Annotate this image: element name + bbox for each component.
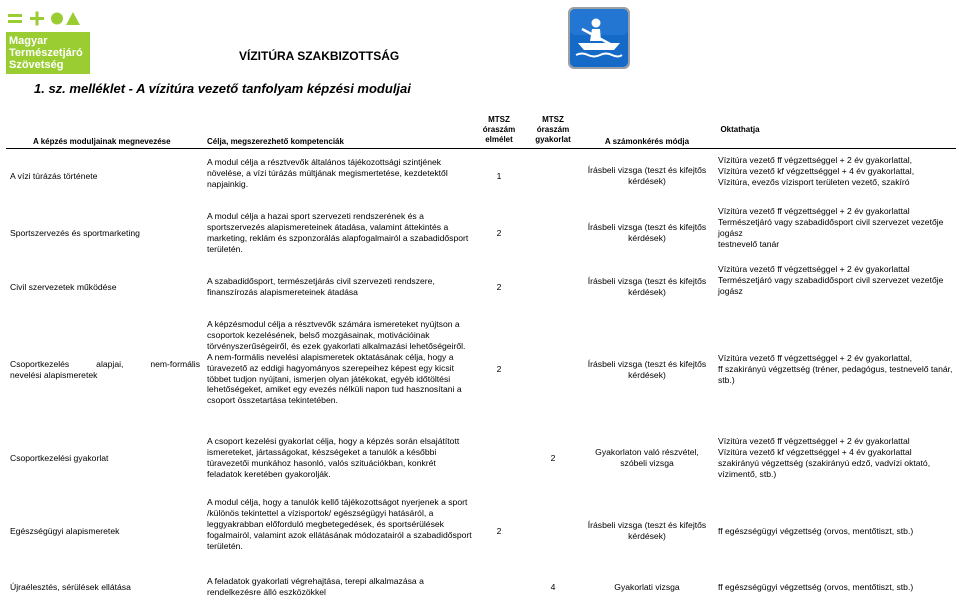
header-goal: Célja, megszerezhető kompetenciák (207, 137, 344, 146)
row-5-instructor-3: szakirányú végzettség (szakirányú edző, vadvízi oktató, vízimentő, stb.) (718, 457, 931, 479)
row-3-exam: Írásbeli vizsga (teszt és kifejtős kérdések) (587, 276, 707, 297)
row-4-instructors (718, 353, 958, 386)
row-4-module-line-2: nevelési alapismeretek (10, 369, 98, 380)
row-4-module-word-3: nem-formális (150, 359, 201, 369)
row-2-instructors (718, 206, 958, 250)
row-1-instructors (718, 155, 958, 188)
header-practice-line-1: MTSZ (542, 115, 564, 124)
canoe-sign-icon (568, 7, 630, 69)
row-7-practice: 4 (550, 582, 556, 592)
header-theory-line-2: óraszám (482, 125, 516, 134)
row-4-goal: A képzésmodul célja a résztvevők számára ismereteket nyújtson a csoportok kezelésének, belső mozgásainak, motivációinak törvényszerűségeiről, és ezek gyakorlati alkalmazási lehetőségeiről. A nem-formális nevelési alapismeretek oktatásának célja, hogy a túravezető az eddigi hagyományos szerepeihez képest egy kicsit többet tudjon nyújtani, ismerjen olyan játékokat, egyéb időtöltési lehetőségeket, amiket egy evezés nélküli napon tud hasznosítani a csoport összetartása tekintetében. (207, 319, 466, 406)
header-divider (6, 148, 956, 149)
row-5-practice: 2 (550, 453, 556, 463)
row-5-instructor-2: Vízitúra vezető kf végzettséggel + 4 év gyakorlattal (718, 446, 912, 457)
row-4-module (10, 359, 200, 381)
logo-line-1: Magyar (9, 35, 48, 47)
row-2-goal: A modul célja a hazai sport szervezeti rendszerének és a sportszervezés alapismereteinek átadása, valamint áttekintés a marketing, reklám és szponzorálás alapfogalmairól a szabadidősport területén. (207, 211, 469, 254)
row-3-instructor-1: Vízitúra vezető ff végzettséggel + 2 év gyakorlattal (718, 264, 910, 274)
row-1-instructor-1: Vízitúra vezető ff végzettséggel + 2 év gyakorlattal, (718, 155, 913, 165)
row-4-instructor-2: ff szakirányú végzettség (tréner, pedagógus, testnevelő tanár, stb.) (718, 363, 953, 385)
row-6-instructors (718, 526, 958, 537)
row-5-instructor-1: Vízitúra vezető ff végzettséggel + 2 év gyakorlattal (718, 436, 910, 446)
row-2-instructor-1: Vízitúra vezető ff végzettséggel + 2 év gyakorlattal (718, 206, 910, 216)
row-2-instructor-4: testnevelő tanár (718, 238, 780, 249)
row-7-instructors (718, 582, 958, 593)
row-7-module: Újraélesztés, sérülések ellátása (10, 582, 131, 592)
row-6-theory: 2 (496, 526, 502, 536)
row-3-instructor-2: Természetjáró vagy szabadidősport civil szervezet vezetője (718, 274, 944, 285)
row-4-theory: 2 (496, 364, 502, 374)
row-1-module: A vízi túrázás története (10, 171, 98, 181)
header-practice-line-3: gyakorlat (535, 135, 571, 144)
row-4-instructor-1: Vízitúra vezető ff végzettséggel + 2 év gyakorlattal, (718, 353, 913, 363)
row-5-instructors (718, 436, 958, 480)
row-7-exam: Gyakorlati vizsga (614, 582, 680, 592)
committee-title: VÍZITÚRA SZAKBIZOTTSÁG (239, 49, 400, 63)
row-7-instructor-1: ff egészségügyi végzettség (orvos, mentőtiszt, stb.) (718, 582, 914, 592)
header-practice-line-2: óraszám (536, 125, 570, 134)
row-5-module: Csoportkezelési gyakorlat (10, 453, 109, 463)
row-2-theory: 2 (496, 228, 502, 238)
row-2-exam: Írásbeli vizsga (teszt és kifejtős kérdések) (587, 222, 707, 243)
row-1-instructor-2: Vízitúra vezető kf végzettséggel + 4 év gyakorlattal, (718, 165, 915, 176)
row-3-instructor-3: jogász (718, 285, 743, 296)
row-5-goal: A csoport kezelési gyakorlat célja, hogy a képzés során elsajátított ismereteket, jártasságokat, készségeket a tanulók a későbbi túravezetői munkához hasonló, valós szituációkban, konkrét feladatok keretében gyakorolják. (207, 436, 460, 479)
logo-text-band (6, 32, 90, 74)
row-7-goal: A feladatok gyakorlati végrehajtása, terepi alkalmazása a rendelkezésre álló eszközökkel (207, 576, 424, 597)
logo-line-2: Természetjáró (9, 47, 83, 59)
page-subtitle: 1. sz. melléklet - A vízitúra vezető tanfolyam képzési moduljai (34, 81, 411, 96)
header-theory-hours (474, 115, 524, 145)
header-module: A képzés moduljainak megnevezése (33, 137, 171, 146)
row-3-module: Civil szervezetek működése (10, 282, 117, 292)
header-exam: A számonkérés módja (604, 137, 690, 146)
row-1-theory: 1 (496, 171, 502, 181)
row-1-exam: Írásbeli vizsga (teszt és kifejtős kérdések) (587, 165, 707, 186)
header-theory-line-3: elmélet (485, 135, 513, 144)
header-instructors: Oktathatja (720, 125, 760, 134)
logo-shapes-icon (6, 10, 90, 28)
row-2-instructor-2: Természetjáró vagy szabadidősport civil szervezet vezetője (718, 216, 944, 227)
row-2-instructor-3: jogász (718, 227, 743, 238)
row-4-exam: Írásbeli vizsga (teszt és kifejtős kérdések) (587, 359, 707, 380)
row-6-exam: Írásbeli vizsga (teszt és kifejtős kérdések) (587, 520, 707, 541)
row-6-module: Egészségügyi alapismeretek (10, 526, 120, 536)
row-3-instructors (718, 264, 958, 297)
row-5-exam: Gyakorlaton való részvétel, szóbeli vizsga (595, 447, 699, 468)
logo-line-3: Szövetség (9, 59, 64, 71)
row-4-module-word-1: Csoportkezelés (10, 359, 70, 369)
organization-logo (6, 10, 90, 71)
row-6-goal: A modul célja, hogy a tanulók kellő tájékozottságot nyerjenek a sport /különös tekintettel a vízisportok/ egészségügyi hatásáról, a leggyakrabban előforduló megbetegedések, és sportsérülések fogalmairól, valamint azok ellátásának módozatairól a szabadidősport területén. (207, 497, 472, 551)
row-3-theory: 2 (496, 282, 502, 292)
row-3-goal: A szabadidősport, természetjárás civil szervezeti rendszere, finanszírozás alapismereteinek átadása (207, 276, 435, 297)
row-6-instructor-1: ff egészségügyi végzettség (orvos, mentőtiszt, stb.) (718, 526, 914, 536)
header-practice-hours (528, 115, 578, 145)
row-2-module: Sportszervezés és sportmarketing (10, 228, 140, 238)
row-4-module-word-2: alapjai, (96, 359, 124, 369)
header-theory-line-1: MTSZ (488, 115, 510, 124)
row-1-instructor-3: Vízitúra, evezős vízisport területen vezető, szakíró (718, 176, 910, 187)
row-1-goal: A modul célja a résztvevők általános tájékozottsági szintjének növelése, a vízi túrázás múltjának megismertetése, kezdetektől napjainkig. (207, 157, 448, 189)
row-4-module-line-1 (10, 359, 200, 370)
